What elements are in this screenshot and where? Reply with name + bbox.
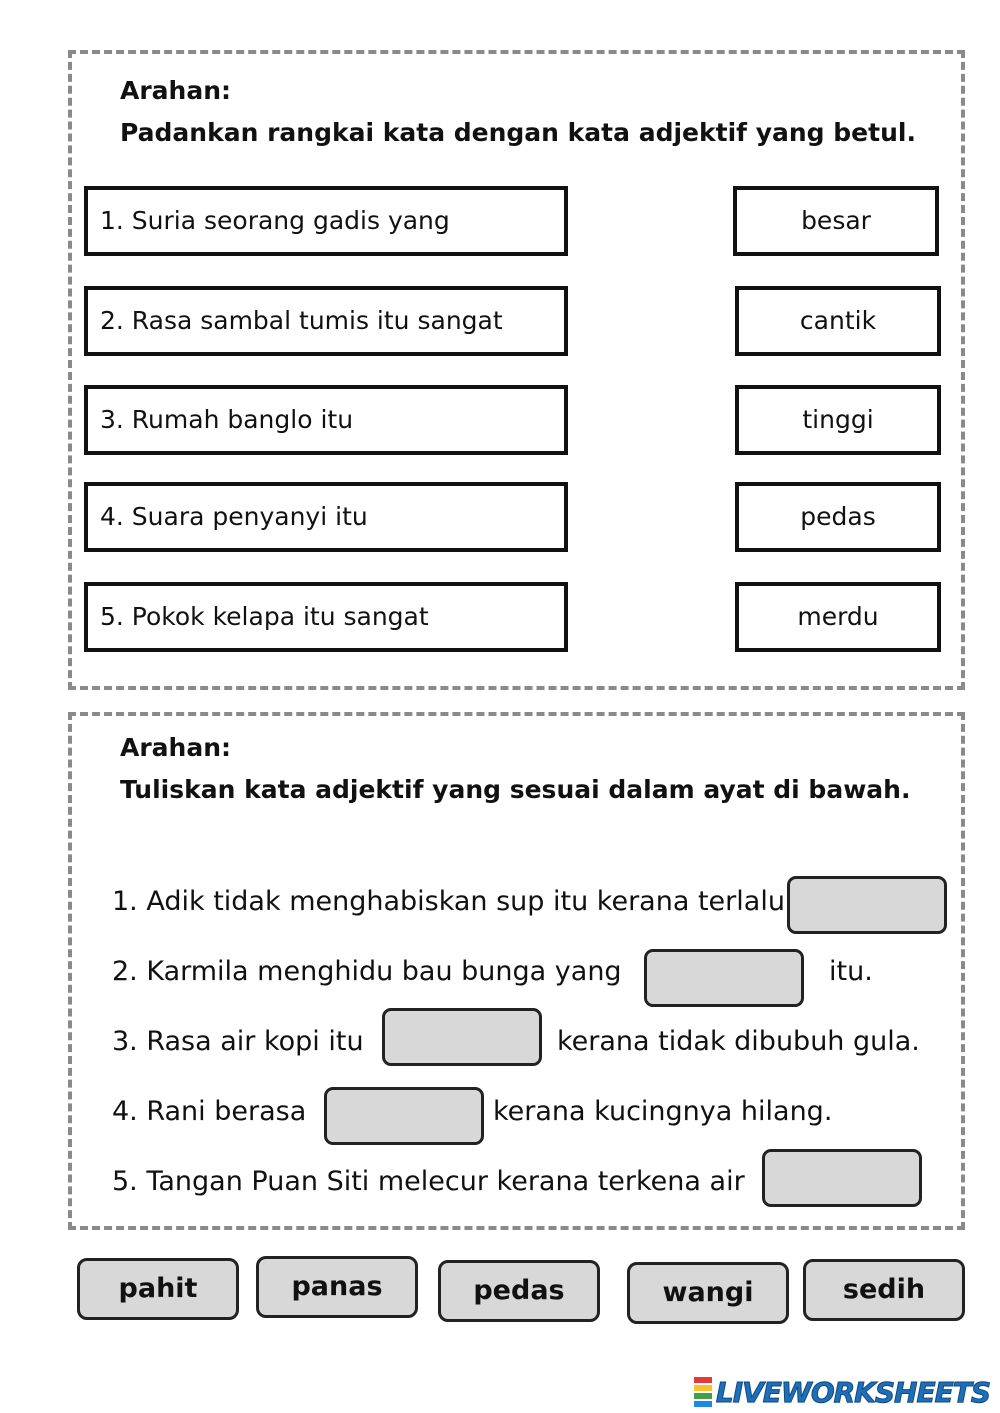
word-chip-pahit[interactable]: pahit [77, 1258, 239, 1320]
answer-blank-3[interactable] [382, 1008, 542, 1066]
sentence-5-text: 5. Tangan Puan Siti melecur kerana terkena air [112, 1166, 745, 1197]
phrase-box-2[interactable]: 2. Rasa sambal tumis itu sangat [84, 286, 568, 356]
adjective-box-4[interactable]: pedas [735, 482, 941, 552]
brand-text: LIVEWORKSHEETS [715, 1375, 990, 1409]
answer-blank-5[interactable] [762, 1149, 922, 1207]
phrase-box-3[interactable]: 3. Rumah banglo itu [84, 385, 568, 455]
section1-heading: Arahan: [120, 76, 232, 105]
sentence-4-text: 4. Rani berasa [112, 1096, 307, 1127]
sentence-4-tail: kerana kucingnya hilang. [493, 1096, 833, 1127]
phrase-box-1[interactable]: 1. Suria seorang gadis yang [84, 186, 568, 256]
sentence-2-tail: itu. [829, 956, 873, 987]
word-chip-panas[interactable]: panas [256, 1256, 418, 1318]
section2-instruction: Tuliskan kata adjektif yang sesuai dalam ayat di bawah. [120, 775, 911, 804]
adjective-box-1[interactable]: besar [733, 186, 939, 256]
word-chip-pedas[interactable]: pedas [438, 1260, 600, 1322]
answer-blank-1[interactable] [787, 876, 947, 934]
logo-stripes-icon [694, 1377, 712, 1407]
sentence-3-text: 3. Rasa air kopi itu [112, 1026, 364, 1057]
section1-instruction: Padankan rangkai kata dengan kata adjektif yang betul. [120, 118, 916, 147]
sentence-3-tail: kerana tidak dibubuh gula. [557, 1026, 920, 1057]
phrase-box-5[interactable]: 5. Pokok kelapa itu sangat [84, 582, 568, 652]
answer-blank-2[interactable] [644, 949, 804, 1007]
adjective-box-2[interactable]: cantik [735, 286, 941, 356]
liveworksheets-logo [694, 1374, 990, 1410]
answer-blank-4[interactable] [324, 1087, 484, 1145]
adjective-box-5[interactable]: merdu [735, 582, 941, 652]
word-chip-wangi[interactable]: wangi [627, 1262, 789, 1324]
sentence-2-text: 2. Karmila menghidu bau bunga yang [112, 956, 622, 987]
section2-heading: Arahan: [120, 733, 232, 762]
word-chip-sedih[interactable]: sedih [803, 1259, 965, 1321]
phrase-box-4[interactable]: 4. Suara penyanyi itu [84, 482, 568, 552]
adjective-box-3[interactable]: tinggi [735, 385, 941, 455]
sentence-1-text: 1. Adik tidak menghabiskan sup itu kerana terlalu [112, 886, 785, 917]
